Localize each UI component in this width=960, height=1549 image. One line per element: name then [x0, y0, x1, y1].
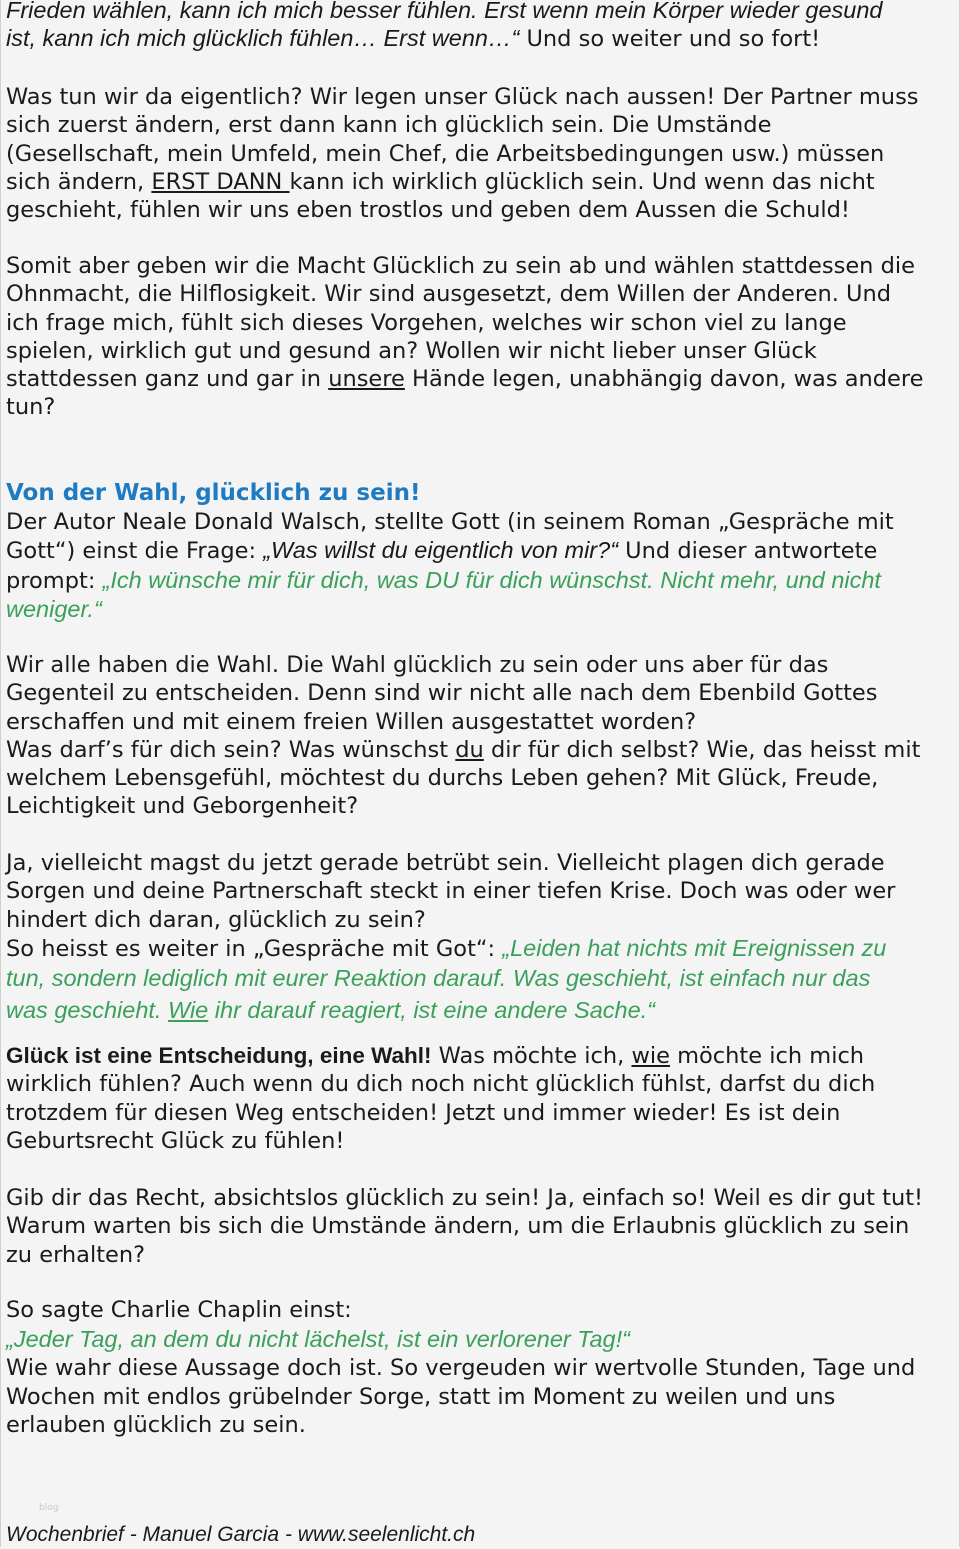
text-line: Der Autor Neale Donald Walsch, stellte Gott (in seinem Roman „Gespräche mit	[6, 509, 894, 535]
text-line: welchem Lebensgefühl, möchtest du durchs Leben gehen? Mit Glück, Freude,	[6, 765, 879, 792]
text-line: was geschieht. Wie ihr darauf reagiert, ist eine andere Sache.“	[6, 996, 656, 1023]
text-line: Glück ist eine Entscheidung, eine Wahl! Was möchte ich, wie möchte ich mich	[6, 1043, 865, 1069]
text-line: So heisst es weiter in „Gespräche mit Got“: „Leiden hat nichts mit Ereignissen zu	[6, 934, 887, 962]
text-line: Was darf’s für dich sein? Was wünschst du dir für dich selbst? Wie, das heisst mit	[6, 736, 921, 763]
paragraph-intro	[6, 0, 960, 54]
text-line: hindert dich daran, glücklich zu sein?	[6, 906, 426, 933]
text-line: Warum warten bis sich die Umstände ändern, um die Erlaubnis glücklich zu sein	[6, 1213, 910, 1240]
section-heading: Von der Wahl, glücklich zu sein!	[6, 480, 421, 506]
text-line: So sagte Charlie Chaplin einst:	[6, 1297, 352, 1323]
text-line: stattdessen ganz und gar in unsere Hände legen, unabhängig davon, was andere	[6, 366, 924, 393]
paragraph-walsch	[6, 508, 960, 623]
paragraph-betruebt	[6, 849, 960, 1026]
text-line: (Gesellschaft, mein Umfeld, mein Chef, die Arbeitsbedingungen usw.) müssen	[6, 140, 885, 167]
text-line: Ja, vielleicht magst du jetzt gerade betrübt sein. Vielleicht plagen dich gerade	[6, 850, 885, 876]
text-line: geschieht, fühlen wir uns eben trostlos und geben dem Aussen die Schuld!	[6, 197, 850, 224]
text-line: prompt: „Ich wünsche mir für dich, was DU für dich wünschst. Nicht mehr, und nicht	[6, 566, 881, 594]
paragraph-wahl	[6, 651, 960, 821]
paragraph-macht	[6, 252, 960, 422]
text-line: sich zuerst ändern, erst dann kann ich glücklich sein. Die Umstände	[6, 112, 772, 139]
text-line: zu erhalten?	[6, 1241, 146, 1268]
text-line: ist, kann ich mich glücklich fühlen… Erst wenn…“ Und so weiter und so fort!	[6, 25, 821, 53]
text-line: Gott“) einst die Frage: „Was willst du eigentlich von mir?“ Und dieser antwortete	[6, 537, 878, 565]
paragraph-recht	[6, 1184, 960, 1269]
text-line: Gib dir das Recht, absichtslos glücklich zu sein! Ja, einfach so! Weil es dir gut tut!	[6, 1185, 924, 1211]
text-line: Was tun wir da eigentlich? Wir legen unser Glück nach aussen! Der Partner muss	[6, 84, 919, 110]
text-line: Wir alle haben die Wahl. Die Wahl glücklich zu sein oder uns aber für das	[6, 652, 829, 678]
paragraph-chaplin	[6, 1296, 960, 1439]
text-line: spielen, wirklich gut und gesund an? Wollen wir nicht lieber unser Glück	[6, 337, 817, 364]
text-line: Frieden wählen, kann ich mich besser fühlen. Erst wenn mein Körper wieder gesund	[6, 0, 883, 23]
paragraph-aussen	[6, 83, 960, 224]
text-line: Ohnmacht, die Hilflosigkeit. Wir sind ausgesetzt, dem Willen der Anderen. Und	[6, 281, 892, 308]
paragraph-entscheidung	[6, 1042, 960, 1155]
text-line: Gegenteil zu entscheiden. Denn sind wir nicht alle nach dem Ebenbild Gottes	[6, 680, 878, 707]
watermark: blog	[39, 1503, 59, 1513]
text-line: sich ändern, ERST DANN kann ich wirklich glücklich sein. Und wenn das nicht	[6, 168, 875, 195]
text-line: wirklich fühlen? Auch wenn du dich noch nicht glücklich fühlst, darfst du dich	[6, 1071, 876, 1098]
text-line: „Jeder Tag, an dem du nicht lächelst, ist ein verlorener Tag!“	[6, 1326, 630, 1353]
text-line: Leichtigkeit und Geborgenheit?	[6, 793, 359, 820]
text-line: Wie wahr diese Aussage doch ist. So vergeuden wir wertvolle Stunden, Tage und	[6, 1355, 916, 1382]
text-line: tun?	[6, 394, 56, 421]
text-line: weniger.“	[6, 595, 102, 622]
text-line: Wochen mit endlos grübelnder Sorge, statt im Moment zu weilen und uns	[6, 1383, 836, 1410]
text-line: trotzdem für diesen Weg entscheiden! Jetzt und immer wieder! Es ist dein	[6, 1099, 841, 1126]
footer-text: Wochenbrief - Manuel Garcia - www.seelenlicht.ch	[6, 1523, 476, 1546]
text-line: erschaffen und mit einem freien Willen ausgestattet worden?	[6, 708, 697, 735]
text-line: Somit aber geben wir die Macht Glücklich zu sein ab und wählen stattdessen die	[6, 253, 915, 279]
text-line: Geburtsrecht Glück zu fühlen!	[6, 1127, 345, 1154]
text-line: Sorgen und deine Partnerschaft steckt in einer tiefen Krise. Doch was oder wer	[6, 878, 896, 905]
text-line: ich frage mich, fühlt sich dieses Vorgehen, welches wir schon viel zu lange	[6, 309, 847, 336]
text-line: tun, sondern lediglich mit eurer Reaktion darauf. Was geschieht, ist einfach nur das	[6, 965, 871, 992]
text-line: erlauben glücklich zu sein.	[6, 1411, 306, 1438]
